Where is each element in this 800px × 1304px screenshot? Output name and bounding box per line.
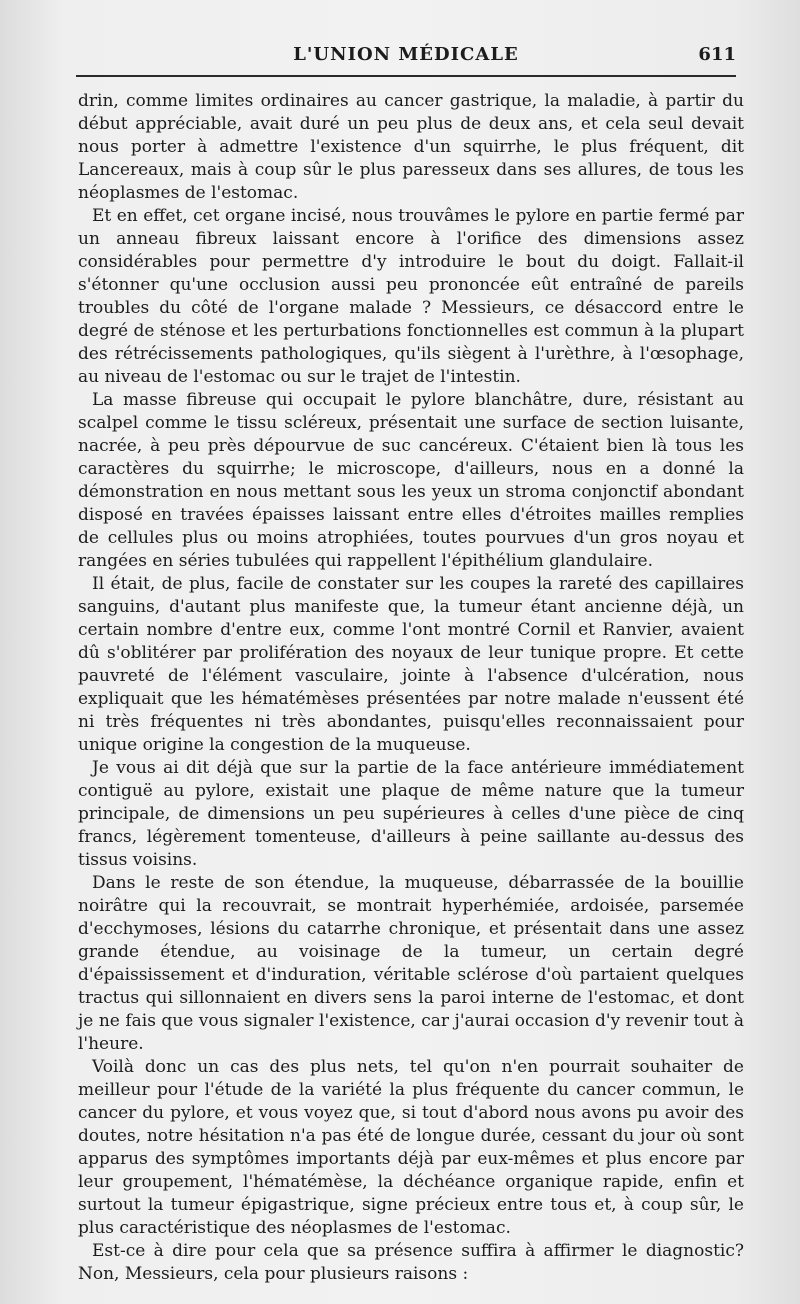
paragraph: Voilà donc un cas des plus nets, tel qu'on n'en pourrait souhaiter de meilleur pour l'étude de la variété la plus fréquente du cancer commun, le cancer du pylore, et vous voyez que, si tout d'abord nous avons pu avoir des doutes, notre hésitation n'a pas été de longue durée, cessant du jour où sont apparus des symptômes importants déjà par eux-mêmes et plus encore par leur groupement, l'hématémèse, la déchéance organique rapide, enfin et surtout la tumeur épigastrique, signe précieux entre tous et, à coup sûr, le plus caractéristique des néoplasmes de l'estomac.	[78, 1057, 744, 1238]
header-rule	[76, 75, 736, 77]
paragraph: Il était, de plus, facile de constater sur les coupes la rareté des capillaires sanguins, d'autant plus manifeste que, la tumeur étant ancienne déjà, un certain nombre d'entre eux, comme l'ont montré Cornil et Ranvier, avaient dû s'oblitérer par prolifération des noyaux de leur tunique propre. Et cette pauvreté de l'élément vasculaire, jointe à l'absence d'ulcération, nous expliquait que les hématémèses présentées par notre malade n'eussent été ni très fréquentes ni très abondantes, puisqu'elles reconnaissaient pour unique origine la congestion de la muqueuse.	[78, 574, 744, 755]
paragraph: Est-ce à dire pour cela que sa présence suffira à affirmer le diagnostic? Non, Messieurs, cela pour plusieurs raisons :	[78, 1241, 744, 1284]
paragraph: Et en effet, cet organe incisé, nous trouvâmes le pylore en partie fermé par un anneau fibreux laissant encore à l'orifice des dimensions assez considérables pour permettre d'y introduire le bout du doigt. Fallait-il s'étonner qu'une occlusion aussi peu prononcée eût entraîné de pareils troubles du côté de l'organe malade ? Messieurs, ce désaccord entre le degré de sténose et les perturbations fonctionnelles est commun à la plupart des rétrécissements pathologiques, qu'ils siègent à l'urèthre, à l'œsophage, au niveau de l'estomac ou sur le trajet de l'intestin.	[78, 206, 744, 387]
page-header	[76, 44, 736, 72]
paragraph: Dans le reste de son étendue, la muqueuse, débarrassée de la bouillie noirâtre qui la recouvrait, se montrait hyperhémiée, ardoisée, parsemée d'ecchymoses, lésions du catarrhe chronique, et présentait dans une assez grande étendue, au voisinage de la tumeur, un certain degré d'épaississement et d'induration, véritable sclérose d'où partaient quelques tractus qui sillonnaient en divers sens la paroi interne de l'estomac, et dont je ne fais que vous signaler l'existence, car j'aurai occasion d'y revenir tout à l'heure.	[78, 873, 744, 1054]
paragraph: Je vous ai dit déjà que sur la partie de la face antérieure immédiatement contiguë au pylore, existait une plaque de même nature que la tumeur principale, de dimensions un peu supérieures à celles d'une pièce de cinq francs, légèrement tomenteuse, d'ailleurs à peine saillante au-dessus des tissus voisins.	[78, 758, 744, 870]
page-number: 611	[698, 44, 736, 65]
paragraph: drin, comme limites ordinaires au cancer gastrique, la maladie, à partir du début appréciable, avait duré un peu plus de deux ans, et cela seul devait nous porter à admettre l'existence d'un squirrhe, le plus fréquent, dit Lancereaux, mais à coup sûr le plus paresseux dans ses allures, de tous les néoplasmes de l'estomac.	[78, 91, 744, 203]
running-title: L'UNION MÉDICALE	[293, 44, 519, 65]
paragraph: La masse fibreuse qui occupait le pylore blanchâtre, dure, résistant au scalpel comme le tissu scléreux, présentait une surface de section luisante, nacrée, à peu près dépourvue de suc cancéreux. C'étaient bien là tous les caractères du squirrhe; le microscope, d'ailleurs, nous en a donné la démonstration en nous mettant sous les yeux un stroma conjonctif abondant disposé en travées épaisses laissant entre elles d'étroites mailles remplies de cellules plus ou moins atrophiées, toutes pourvues d'un gros noyau et rangées en séries tubulées qui rappellent l'épithélium glandulaire.	[78, 390, 744, 571]
body-text	[78, 90, 744, 1286]
